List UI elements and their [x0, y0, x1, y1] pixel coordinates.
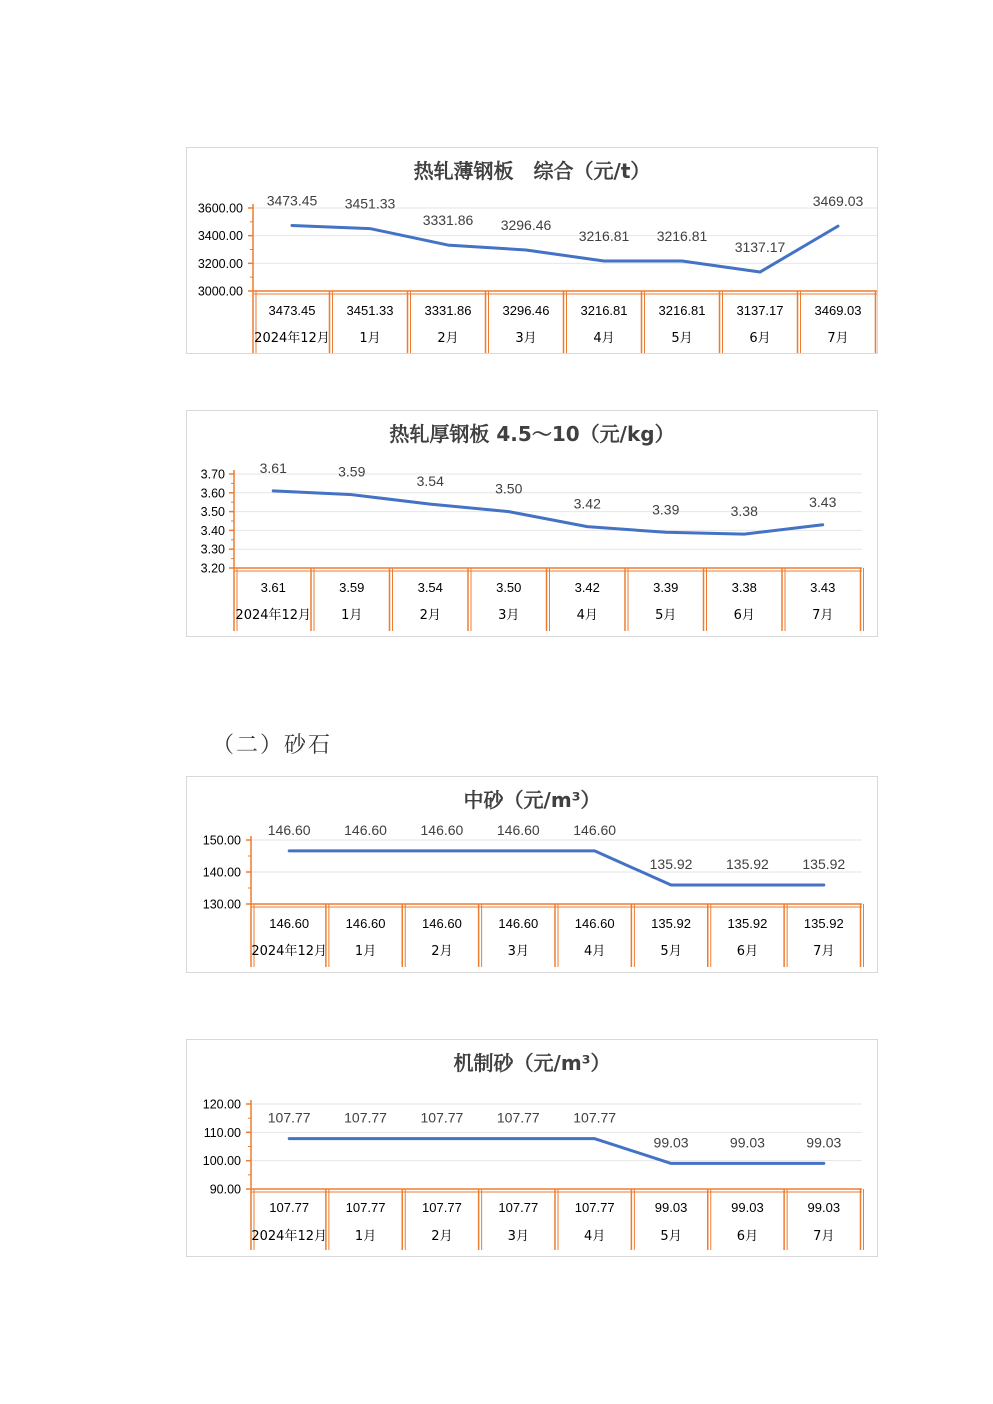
data-label: 3331.86 — [422, 212, 474, 229]
data-label: 3.39 — [652, 501, 680, 518]
chart-svg — [187, 148, 877, 353]
y-tick-label: 3.50 — [200, 505, 225, 520]
y-tick-label: 90.00 — [209, 1182, 241, 1197]
data-label: 135.92 — [726, 856, 769, 873]
table-category-cell: 2月 — [431, 1229, 453, 1244]
data-label: 3296.46 — [500, 216, 552, 233]
y-tick-label: 3400.00 — [197, 229, 243, 244]
data-label: 107.77 — [267, 1109, 311, 1126]
table-value-cell: 3.38 — [731, 580, 757, 595]
table-category-cell: 5月 — [671, 331, 693, 346]
table-value-cell: 146.60 — [345, 916, 386, 931]
chart-title: 中砂（元/m³） — [463, 788, 601, 812]
data-label: 99.03 — [653, 1134, 689, 1151]
chart-title: 热轧薄钢板 综合（元/t） — [413, 159, 651, 183]
data-label: 99.03 — [729, 1134, 765, 1151]
y-tick-label: 100.00 — [202, 1154, 241, 1169]
data-label: 3.38 — [730, 503, 758, 520]
y-tick-label: 150.00 — [202, 833, 241, 848]
table-category-cell: 2024年12月 — [254, 331, 330, 346]
table-category-cell: 1月 — [354, 944, 377, 959]
table-category-cell: 5月 — [660, 944, 682, 959]
table-value-cell: 107.77 — [269, 1200, 310, 1215]
table-category-cell: 7月 — [827, 331, 849, 346]
chart-machine-made-sand — [186, 1039, 878, 1257]
table-value-cell: 99.03 — [731, 1200, 764, 1215]
table-value-cell: 3473.45 — [268, 303, 316, 318]
table-value-cell: 3.42 — [574, 580, 600, 595]
table-category-cell: 7月 — [813, 1229, 835, 1244]
y-tick-label: 3.70 — [200, 467, 225, 482]
chart-svg — [187, 777, 877, 972]
y-tick-label: 3.40 — [200, 523, 225, 538]
chart-hot-rolled-thin-plate — [186, 147, 878, 354]
table-category-cell: 3月 — [507, 944, 529, 959]
chart-svg — [187, 1040, 877, 1256]
data-label: 3.61 — [259, 459, 287, 476]
y-tick-label: 3000.00 — [197, 284, 243, 299]
table-category-cell: 3月 — [498, 608, 520, 623]
table-category-cell: 6月 — [749, 331, 771, 346]
y-tick-label: 110.00 — [203, 1125, 241, 1140]
table-category-cell: 2024年12月 — [235, 608, 312, 623]
table-value-cell: 107.77 — [422, 1200, 462, 1215]
y-tick-label: 120.00 — [202, 1097, 241, 1112]
chart-title: 机制砂（元/m³） — [453, 1051, 611, 1075]
table-value-cell: 3216.81 — [658, 303, 706, 318]
table-value-cell: 99.03 — [807, 1200, 841, 1215]
table-category-cell: 2月 — [431, 944, 453, 959]
table-category-cell: 7月 — [813, 944, 835, 959]
data-label: 3.43 — [809, 493, 837, 510]
data-label: 3.50 — [495, 480, 523, 497]
table-value-cell: 3.39 — [653, 580, 679, 595]
table-value-cell: 3.50 — [496, 580, 522, 595]
chart-medium-sand — [186, 776, 878, 973]
data-label: 135.92 — [649, 856, 693, 873]
chart-svg — [187, 411, 877, 636]
data-label: 107.77 — [496, 1109, 540, 1126]
data-label: 146.60 — [267, 821, 311, 838]
table-value-cell: 107.77 — [345, 1200, 386, 1215]
table-category-cell: 6月 — [736, 944, 759, 959]
table-category-cell: 2024年12月 — [251, 944, 328, 959]
table-value-cell: 135.92 — [651, 916, 691, 931]
section-heading: （二）砂石 — [212, 733, 333, 758]
data-label: 3451.33 — [344, 195, 396, 212]
data-label: 3473.45 — [266, 192, 318, 209]
y-tick-label: 3.30 — [200, 542, 225, 557]
data-label: 146.60 — [420, 821, 464, 838]
data-label: 99.03 — [806, 1134, 842, 1151]
y-tick-label: 130.00 — [202, 897, 241, 912]
table-value-cell: 3216.81 — [580, 303, 628, 318]
table-category-cell: 4月 — [584, 944, 606, 959]
table-value-cell: 3451.33 — [346, 303, 394, 318]
table-value-cell: 99.03 — [654, 1200, 688, 1215]
data-label: 3216.81 — [578, 228, 630, 245]
y-tick-label: 3.60 — [200, 486, 225, 501]
data-label: 107.77 — [573, 1109, 617, 1126]
table-value-cell: 107.77 — [498, 1200, 539, 1215]
y-tick-label: 3200.00 — [197, 256, 243, 271]
table-category-cell: 5月 — [655, 608, 677, 623]
table-category-cell: 2024年12月 — [251, 1229, 328, 1244]
table-value-cell: 3.61 — [260, 580, 286, 595]
chart-title: 热轧厚钢板 4.5～10（元/kg） — [389, 422, 675, 446]
table-category-cell: 4月 — [576, 608, 598, 623]
table-value-cell: 146.60 — [422, 916, 462, 931]
data-label: 3137.17 — [734, 239, 786, 256]
table-category-cell: 7月 — [812, 608, 834, 623]
table-value-cell: 3331.86 — [424, 303, 472, 318]
table-value-cell: 3296.46 — [502, 303, 550, 318]
table-value-cell: 3137.17 — [736, 303, 784, 318]
y-tick-label: 3.20 — [200, 561, 225, 576]
data-label: 3.59 — [338, 463, 366, 480]
data-label: 3.54 — [416, 473, 444, 490]
table-category-cell: 2月 — [437, 331, 459, 346]
table-value-cell: 135.92 — [727, 916, 768, 931]
table-category-cell: 1月 — [354, 1229, 377, 1244]
data-label: 135.92 — [802, 856, 846, 873]
data-label: 146.60 — [496, 821, 540, 838]
table-category-cell: 1月 — [359, 331, 381, 346]
data-label: 146.60 — [573, 821, 617, 838]
table-category-cell: 5月 — [660, 1229, 682, 1244]
table-value-cell: 3.59 — [339, 580, 365, 595]
data-label: 146.60 — [344, 821, 387, 838]
table-value-cell: 135.92 — [803, 916, 844, 931]
data-label: 107.77 — [420, 1109, 464, 1126]
table-category-cell: 4月 — [593, 331, 615, 346]
data-label: 3.42 — [573, 495, 601, 512]
table-category-cell: 3月 — [507, 1229, 529, 1244]
y-tick-label: 3600.00 — [197, 201, 243, 216]
table-value-cell: 3469.03 — [814, 303, 862, 318]
data-label: 3216.81 — [656, 228, 708, 245]
data-label: 107.77 — [344, 1109, 387, 1126]
table-category-cell: 4月 — [584, 1229, 606, 1244]
table-category-cell: 6月 — [736, 1229, 759, 1244]
table-category-cell: 6月 — [733, 608, 755, 623]
table-value-cell: 3.54 — [417, 580, 443, 595]
table-category-cell: 3月 — [515, 331, 537, 346]
chart-hot-rolled-thick-plate — [186, 410, 878, 637]
y-tick-label: 140.00 — [202, 865, 241, 880]
table-value-cell: 107.77 — [574, 1200, 615, 1215]
data-label: 3469.03 — [812, 193, 864, 210]
table-value-cell: 146.60 — [574, 916, 615, 931]
table-category-cell: 2月 — [419, 608, 441, 623]
table-value-cell: 146.60 — [498, 916, 539, 931]
table-value-cell: 146.60 — [269, 916, 310, 931]
table-value-cell: 3.43 — [810, 580, 836, 595]
table-category-cell: 1月 — [341, 608, 363, 623]
